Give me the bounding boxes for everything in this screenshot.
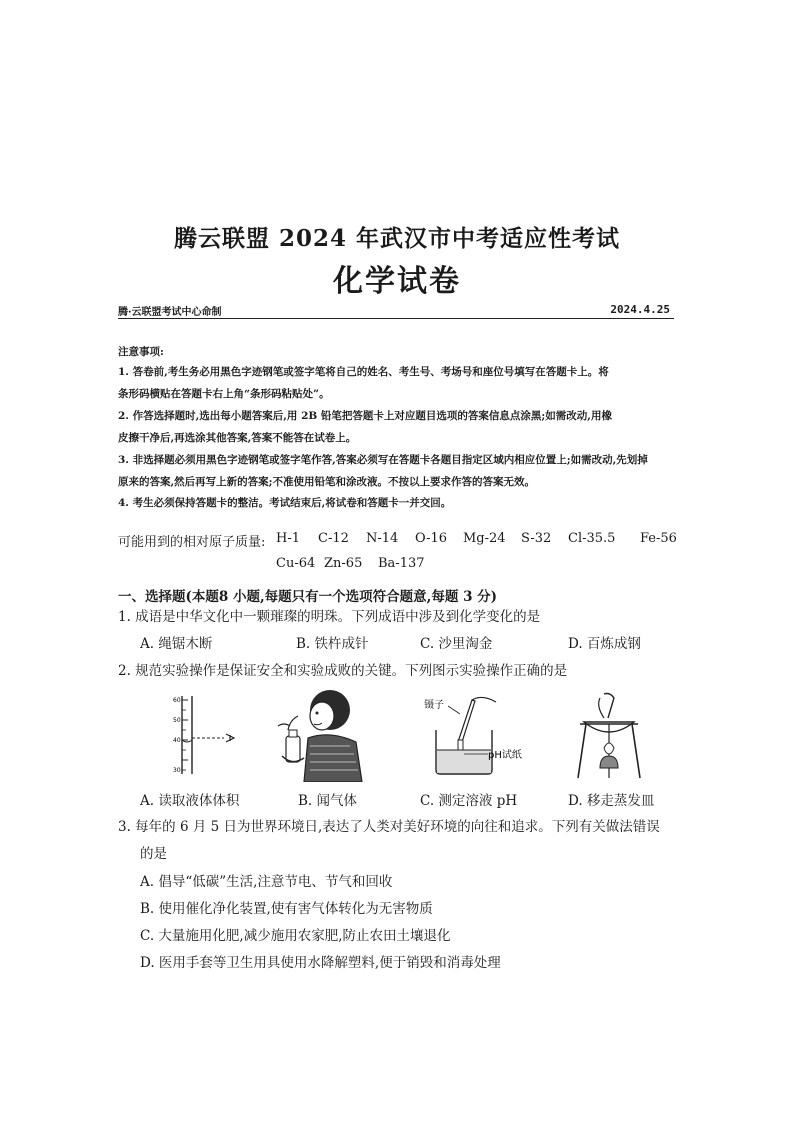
q2-option-c: C. 测定溶液 pH xyxy=(420,793,518,809)
notice-line: 3. 非选择题必须用黑色字迹钢笔或签字笔作答,答案必须写在答题卡各题目指定区域内相应位置上;如需改动,先划掉 xyxy=(118,454,648,466)
atomic-mass-label: 可能用到的相对原子质量: xyxy=(118,535,266,550)
q1-option-c: C. 沙里淘金 xyxy=(420,636,493,652)
notice-heading: 注意事项: xyxy=(118,346,164,358)
section-title: 一、选择题(本题8 小题,每题只有一个选项符合题意,每题 3 分) xyxy=(118,589,498,605)
atomic-mass-item: H-1 xyxy=(276,531,301,546)
notice-line: 皮擦干净后,再选涂其他答案,答案不能答在试卷上。 xyxy=(118,432,357,444)
eye-icon xyxy=(226,734,234,742)
q3-option-d: D. 医用手套等卫生用具使用水降解塑料,便于销毁和消毒处理 xyxy=(140,955,501,971)
atomic-mass-item: C-12 xyxy=(318,531,349,546)
atomic-mass-item: S-32 xyxy=(521,531,552,546)
atomic-mass-item: Zn-65 xyxy=(324,556,363,571)
cylinder-tick-label: 60 xyxy=(173,697,181,704)
q1-option-d: D. 百炼成钢 xyxy=(568,636,641,652)
notice-line: 1. 答卷前,考生务必用黑色字迹钢笔或签字笔将自己的姓名、考生号、考场号和座位号填写在答题卡上。将 xyxy=(118,366,609,378)
atomic-mass-item: O-16 xyxy=(415,531,448,546)
exam-title: 腾云联盟 2024 年武汉市中考适应性考试 xyxy=(173,225,621,252)
question-1-stem: 1. 成语是中华文化中一颗璀璨的明珠。下列成语中涉及到化学变化的是 xyxy=(118,609,541,625)
question-3-stem: 3. 每年的 6 月 5 日为世界环境日,表达了人类对美好环境的向往和追求。下列有关做法错误 xyxy=(118,819,660,835)
notice-line: 2. 作答选择题时,选出每小题答案后,用 2B 铅笔把答题卡上对应题目选项的答案信息点涂黑;如需改动,用橡 xyxy=(118,410,612,422)
graduated-cylinder-figure xyxy=(160,690,250,780)
question-3-stem-continued: 的是 xyxy=(140,846,167,862)
q2-option-b: B. 闻气体 xyxy=(298,793,358,809)
evaporating-dish-figure xyxy=(574,690,644,780)
tweezers-icon xyxy=(458,700,475,742)
cylinder-tick-label: 50 xyxy=(173,717,181,724)
tweezers-label: 镊子 xyxy=(424,700,444,711)
atomic-mass-item: Ba-137 xyxy=(378,556,425,571)
cylinder-tick-label: 30 xyxy=(173,767,181,774)
ph-test-figure xyxy=(418,692,528,776)
question-2-stem: 2. 规范实验操作是保证安全和实验成败的关键。下列图示实验操作正确的是 xyxy=(118,663,568,679)
q3-option-b: B. 使用催化净化装置,使有害气体转化为无害物质 xyxy=(140,901,433,917)
q1-option-a: A. 绳锯木断 xyxy=(140,636,213,652)
smell-gas-figure xyxy=(270,686,370,782)
exam-date: 2024.4.25 xyxy=(610,303,670,316)
q1-option-b: B. 铁杵成针 xyxy=(296,636,369,652)
atomic-mass-item: Cl-35.5 xyxy=(568,531,616,546)
ph-paper-label: pH试纸 xyxy=(488,750,522,761)
atomic-mass-item: Fe-56 xyxy=(640,531,677,546)
q3-option-a: A. 倡导“低碳”生活,注意节电、节气和回收 xyxy=(140,874,393,890)
q3-option-c: C. 大量施用化肥,减少施用农家肥,防止农田土壤退化 xyxy=(140,928,451,944)
flame-icon xyxy=(604,743,614,754)
bottle-icon xyxy=(286,736,300,762)
issuer-line: 腾·云联盟考试中心命制 xyxy=(118,307,222,318)
q2-option-a: A. 读取液体体积 xyxy=(140,793,240,809)
atomic-mass-item: Cu-64 xyxy=(276,556,316,571)
q2-option-d: D. 移走蒸发皿 xyxy=(568,793,655,809)
cylinder-tick-label: 40 xyxy=(173,737,181,744)
exam-subject: 化学试卷 xyxy=(333,264,461,299)
alcohol-lamp-icon xyxy=(600,756,618,768)
header-divider xyxy=(118,318,674,319)
atomic-mass-item: N-14 xyxy=(366,531,399,546)
atomic-mass-item: Mg-24 xyxy=(463,531,506,546)
notice-line: 条形码横贴在答题卡右上角“条形码粘贴处”。 xyxy=(118,388,330,400)
notice-line: 原来的答案,然后再写上新的答案;不准使用铅笔和涂改液。不按以上要求作答的答案无效。 xyxy=(118,476,536,488)
notice-line: 4. 考生必须保持答题卡的整洁。考试结束后,将试卷和答题卡一并交回。 xyxy=(118,497,452,509)
